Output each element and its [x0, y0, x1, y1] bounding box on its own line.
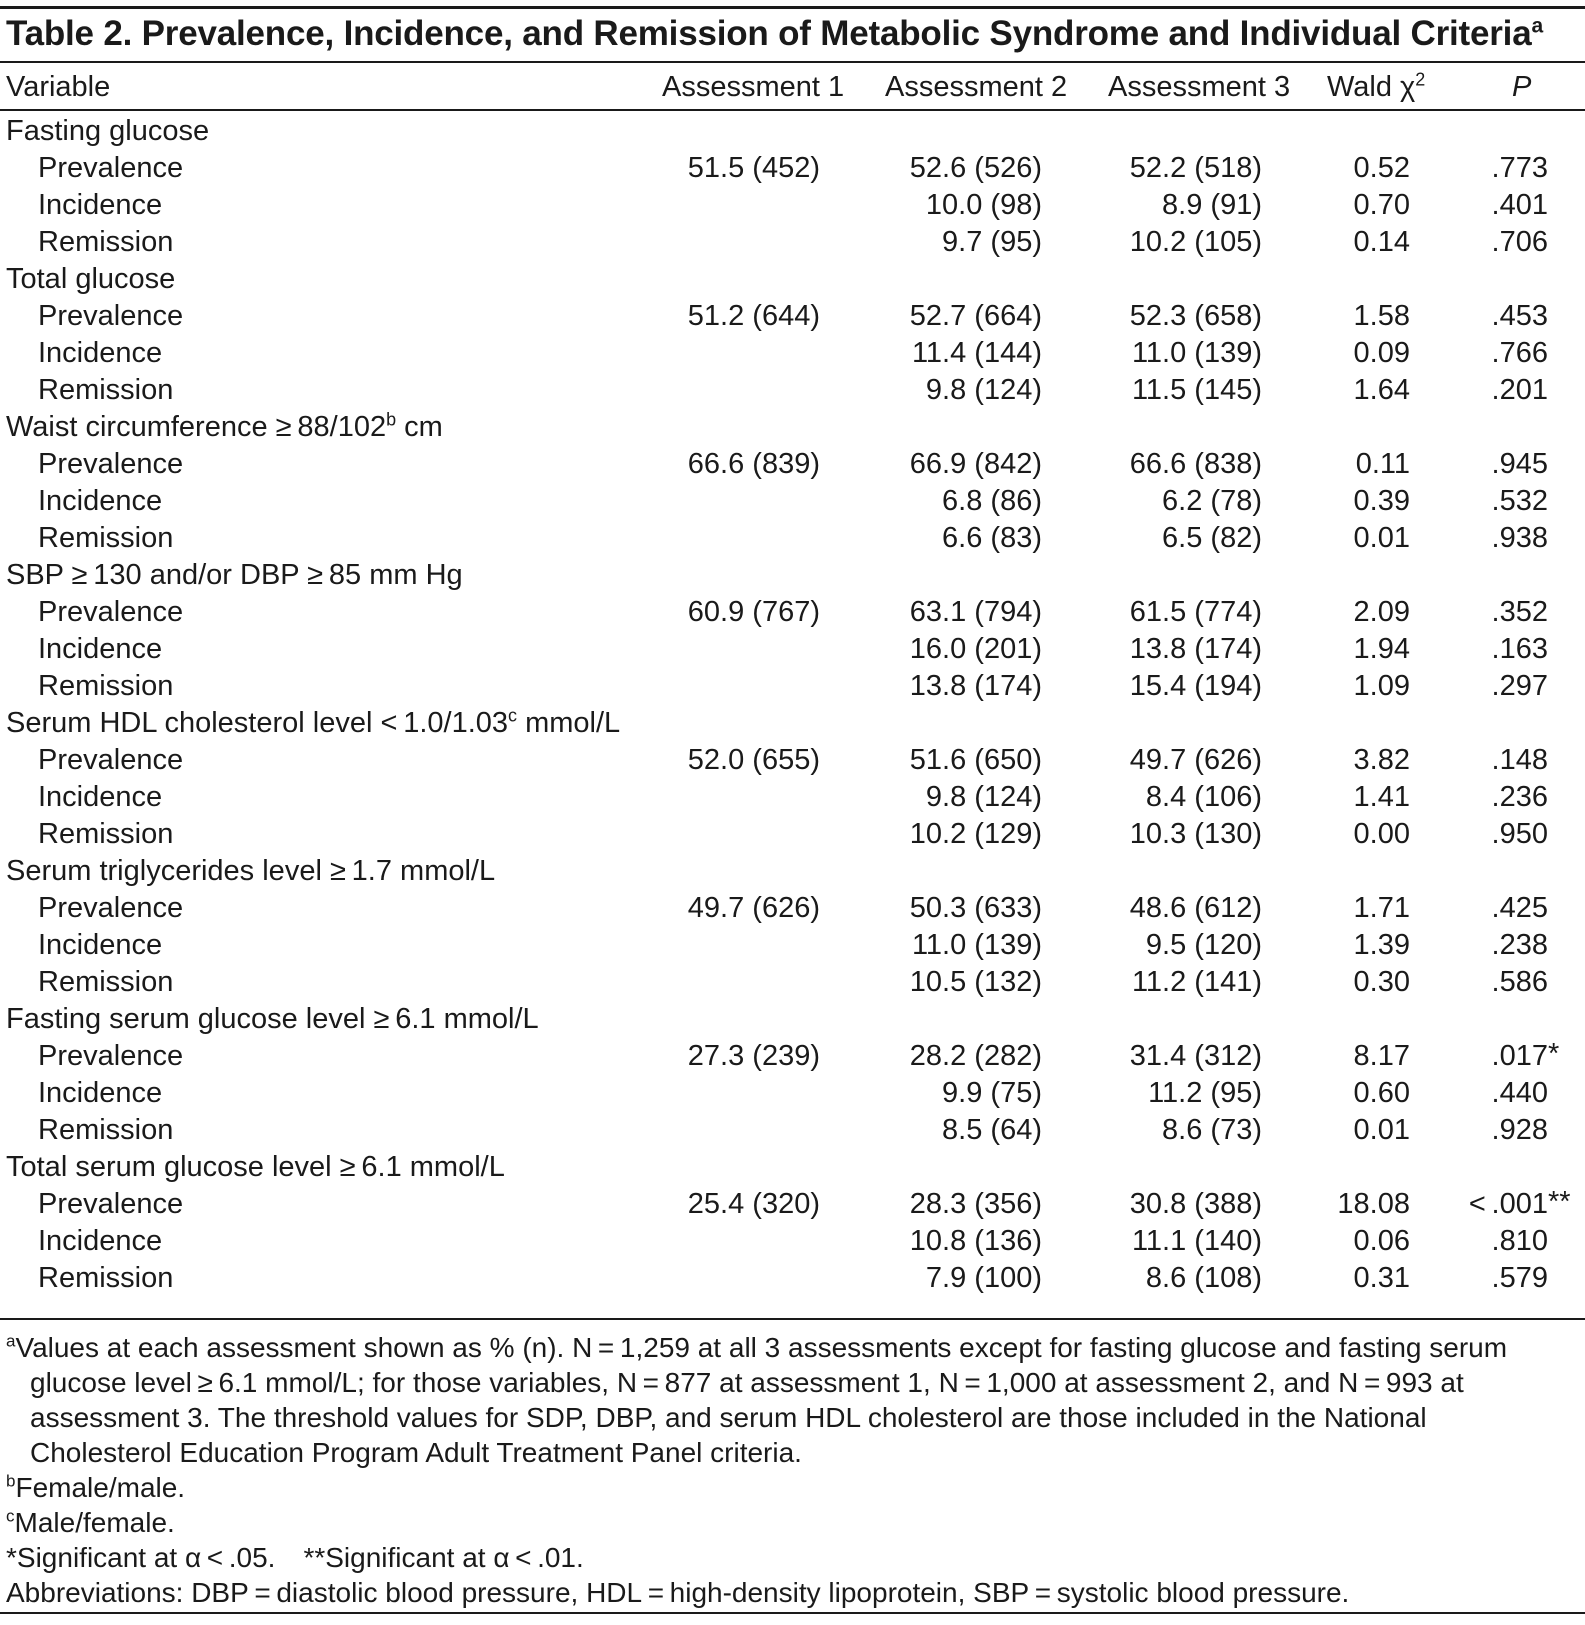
row-label: Prevalence: [38, 448, 184, 480]
bottom-rule: [0, 1318, 1585, 1320]
cell-p: .440: [1491, 1077, 1548, 1109]
p-value-wrap: [1468, 1186, 1571, 1220]
cell-assessment-1: 60.9 (767): [687, 596, 820, 628]
row-label: Incidence: [38, 633, 163, 665]
cell-assessment-3: 10.3 (130): [1129, 818, 1262, 850]
cell-assessment-2: 10.5 (132): [909, 966, 1042, 998]
cell-p: .586: [1491, 966, 1548, 998]
table-row: [0, 1075, 1585, 1112]
cell-wald: 8.17: [1353, 1040, 1410, 1072]
table-row: [0, 520, 1585, 557]
cell-assessment-2: 11.0 (139): [911, 929, 1042, 961]
cell-p: .453: [1491, 300, 1548, 332]
cell-assessment-3: 8.6 (73): [1162, 1114, 1262, 1146]
cell-p: .297: [1491, 670, 1548, 702]
cell-wald: 0.11: [1355, 448, 1410, 480]
footnotes: [6, 1330, 1566, 1610]
row-label: Prevalence: [38, 892, 184, 924]
table-row: [0, 1038, 1585, 1075]
table-row: [0, 742, 1585, 779]
top-rule: [0, 6, 1585, 9]
cell-assessment-2: 28.3 (356): [909, 1188, 1042, 1220]
cell-wald: 0.39: [1353, 485, 1410, 517]
group-label: Total glucose: [6, 263, 176, 295]
cell-wald: 1.39: [1353, 929, 1410, 961]
group-label-row: [0, 1001, 1585, 1038]
cell-p: .425: [1491, 892, 1548, 924]
cell-assessment-2: 9.8 (124): [925, 781, 1042, 813]
group-label: Fasting glucose: [6, 115, 210, 147]
table-row: [0, 668, 1585, 705]
header-assessment-1: Assessment 1: [662, 71, 845, 103]
cell-wald: 1.09: [1353, 670, 1410, 702]
cell-assessment-3: 13.8 (174): [1129, 633, 1262, 665]
row-label: Remission: [38, 818, 174, 850]
table-title: [6, 14, 1543, 54]
cell-assessment-3: 52.3 (658): [1129, 300, 1262, 332]
row-label: Incidence: [38, 929, 163, 961]
row-label: Remission: [38, 374, 174, 406]
cell-wald: 0.14: [1353, 226, 1410, 258]
significance-marker: **: [1548, 1186, 1571, 1218]
cell-wald: 0.01: [1353, 522, 1410, 554]
cell-wald: 0.00: [1353, 818, 1410, 850]
cell-assessment-3: 11.5 (145): [1131, 374, 1262, 406]
cell-assessment-2: 7.9 (100): [925, 1262, 1042, 1294]
cell-assessment-3: 31.4 (312): [1129, 1040, 1262, 1072]
header-assessment-2: Assessment 2: [885, 71, 1068, 103]
group-label: [6, 409, 443, 446]
header-variable: Variable: [6, 71, 111, 103]
cell-wald: 0.60: [1353, 1077, 1410, 1109]
cell-p: .401: [1491, 189, 1548, 221]
cell-p: .532: [1491, 485, 1548, 517]
cell-assessment-3: 15.4 (194): [1129, 670, 1262, 702]
cell-wald: 1.64: [1353, 374, 1410, 406]
row-label: Prevalence: [38, 744, 184, 776]
table-row: [0, 298, 1585, 335]
title-footnote-marker: a: [1531, 14, 1543, 38]
p-value-wrap: [1491, 1038, 1560, 1072]
group-label: Total serum glucose level ≥ 6.1 mmol/L: [6, 1151, 505, 1183]
table-row: [0, 631, 1585, 668]
cell-assessment-1: 66.6 (839): [687, 448, 820, 480]
cell-p: .938: [1491, 522, 1548, 554]
row-label: Remission: [38, 966, 174, 998]
table-row: [0, 1260, 1585, 1297]
cell-assessment-3: 11.0 (139): [1131, 337, 1262, 369]
row-label: Incidence: [38, 1077, 163, 1109]
cell-assessment-2: 10.8 (136): [909, 1225, 1042, 1257]
cell-assessment-3: 6.2 (78): [1162, 485, 1262, 517]
group-label-footnote: c: [508, 705, 518, 726]
group-label-row: [0, 1149, 1585, 1186]
cell-assessment-3: 9.5 (120): [1145, 929, 1262, 961]
cell-wald: 0.70: [1353, 189, 1410, 221]
group-label: Fasting serum glucose level ≥ 6.1 mmol/L: [6, 1003, 539, 1035]
footnote-c: [6, 1505, 1566, 1540]
group-label-row: [0, 705, 1585, 742]
cell-assessment-3: 11.2 (95): [1148, 1077, 1262, 1109]
significance-marker: *: [1548, 1038, 1560, 1070]
cell-wald: 1.41: [1353, 781, 1410, 813]
row-label: Prevalence: [38, 1040, 184, 1072]
cell-wald: 0.52: [1353, 152, 1410, 184]
cell-assessment-2: 9.9 (75): [942, 1077, 1042, 1109]
cell-p: .163: [1491, 633, 1548, 665]
cell-p: .766: [1491, 337, 1548, 369]
row-label: Remission: [38, 1262, 174, 1294]
cell-wald: 0.09: [1353, 337, 1410, 369]
cell-p: .201: [1491, 374, 1548, 406]
table-row: [0, 187, 1585, 224]
cell-assessment-2: 10.0 (98): [925, 189, 1042, 221]
cell-assessment-2: 51.6 (650): [909, 744, 1042, 776]
cell-p: .945: [1491, 448, 1548, 480]
cell-assessment-1: 51.2 (644): [687, 300, 820, 332]
table-row: [0, 224, 1585, 261]
cell-p: [1410, 1038, 1560, 1075]
footnote-a-text: Values at each assessment shown as % (n). N = 1,259 at all 3 assessments except for fasting glucose and fasting serum glucose level ≥ 6.1 mmol/L; for those variables, N = 877 at assessment 1, N = 1,000 at assessment 2, and N = 993 at assessment 3. The threshold values for SDP, DBP, and serum HDL cholesterol are those included in the National Cholesterol Education Program Adult Treatment Panel criteria.: [15, 1332, 1508, 1468]
cell-assessment-3: 49.7 (626): [1129, 744, 1262, 776]
row-label: Remission: [38, 1114, 174, 1146]
row-label: Prevalence: [38, 596, 184, 628]
column-header-row: [0, 69, 1585, 106]
cell-assessment-3: 11.1 (140): [1131, 1225, 1262, 1257]
cell-p: .928: [1491, 1114, 1548, 1146]
group-label-unit: cm: [396, 411, 443, 443]
group-label-row: [0, 557, 1585, 594]
cell-assessment-1: 27.3 (239): [687, 1040, 820, 1072]
footnote-significance: *Significant at α < .05. **Significant at α < .01.: [6, 1542, 584, 1573]
cell-assessment-2: 52.7 (664): [909, 300, 1042, 332]
cell-wald: 0.30: [1353, 966, 1410, 998]
cell-p: .352: [1491, 596, 1548, 628]
cell-assessment-3: 8.6 (108): [1145, 1262, 1262, 1294]
table-row: [0, 150, 1585, 187]
table-title-text: Table 2. Prevalence, Incidence, and Remission of Metabolic Syndrome and Individual Criteria: [6, 14, 1532, 53]
group-label-text: Serum HDL cholesterol level < 1.0/1.03: [6, 707, 509, 739]
group-label-row: [0, 113, 1585, 150]
group-label-footnote: b: [386, 409, 397, 430]
row-label: Incidence: [38, 781, 163, 813]
cell-assessment-2: 13.8 (174): [909, 670, 1042, 702]
cell-assessment-3: 10.2 (105): [1129, 226, 1262, 258]
cell-assessment-2: 66.9 (842): [909, 448, 1042, 480]
cell-assessment-2: 52.6 (526): [909, 152, 1042, 184]
header-rule: [0, 109, 1585, 111]
footnote-b-marker: b: [6, 1471, 16, 1491]
cell-assessment-2: 11.4 (144): [911, 337, 1042, 369]
p-value: < .001: [1468, 1188, 1548, 1220]
header-wald: [1327, 69, 1425, 106]
cell-assessment-1: 25.4 (320): [687, 1188, 820, 1220]
footer-rule: [0, 1612, 1585, 1614]
p-value: .017: [1491, 1040, 1548, 1072]
cell-assessment-3: 8.9 (91): [1162, 189, 1262, 221]
row-label: Prevalence: [38, 300, 184, 332]
row-label: Incidence: [38, 485, 163, 517]
table-row: [0, 964, 1585, 1001]
cell-assessment-3: 52.2 (518): [1129, 152, 1262, 184]
row-label: Incidence: [38, 1225, 163, 1257]
cell-assessment-2: 10.2 (129): [909, 818, 1042, 850]
cell-wald: 1.71: [1353, 892, 1410, 924]
row-label: Remission: [38, 522, 174, 554]
cell-p: .148: [1491, 744, 1548, 776]
cell-wald: 18.08: [1337, 1188, 1410, 1220]
cell-p: .236: [1491, 781, 1548, 813]
group-label-row: [0, 409, 1585, 446]
footnote-c-marker: c: [6, 1506, 15, 1526]
table-row: [0, 1112, 1585, 1149]
footnote-a-marker: a: [6, 1331, 16, 1351]
table-row: [0, 1186, 1585, 1223]
cell-assessment-2: 6.8 (86): [942, 485, 1042, 517]
group-label: Serum triglycerides level ≥ 1.7 mmol/L: [6, 855, 496, 887]
footnote-b-text: Female/male.: [15, 1472, 186, 1503]
row-label: Prevalence: [38, 1188, 184, 1220]
cell-assessment-2: 6.6 (83): [942, 522, 1042, 554]
cell-wald: 1.94: [1353, 633, 1410, 665]
cell-assessment-3: 66.6 (838): [1129, 448, 1262, 480]
cell-assessment-2: 8.5 (64): [942, 1114, 1042, 1146]
footnote-b: [6, 1470, 1566, 1505]
header-wald-text: Wald χ: [1327, 71, 1416, 103]
cell-assessment-2: 9.7 (95): [942, 226, 1042, 258]
table-row: [0, 890, 1585, 927]
group-label: [6, 705, 620, 742]
cell-wald: 0.31: [1353, 1262, 1410, 1294]
table-row: [0, 1223, 1585, 1260]
cell-wald: 3.82: [1353, 744, 1410, 776]
cell-assessment-3: 61.5 (774): [1129, 596, 1262, 628]
group-label-row: [0, 853, 1585, 890]
table-row: [0, 483, 1585, 520]
row-label: Incidence: [38, 189, 163, 221]
cell-assessment-3: 8.4 (106): [1145, 781, 1262, 813]
cell-wald: 1.58: [1353, 300, 1410, 332]
cell-p: [1410, 1186, 1571, 1223]
table-row: [0, 779, 1585, 816]
table-row: [0, 335, 1585, 372]
cell-wald: 0.01: [1353, 1114, 1410, 1146]
cell-p: .810: [1491, 1225, 1548, 1257]
cell-assessment-2: 63.1 (794): [909, 596, 1042, 628]
footnote-abbreviations: Abbreviations: DBP = diastolic blood pressure, HDL = high-density lipoprotein, SBP = systolic blood pressure.: [6, 1577, 1350, 1608]
cell-assessment-1: 52.0 (655): [687, 744, 820, 776]
title-rule: [0, 61, 1585, 63]
row-label: Prevalence: [38, 152, 184, 184]
cell-assessment-3: 30.8 (388): [1129, 1188, 1262, 1220]
footnote-c-text: Male/female.: [14, 1507, 175, 1538]
header-assessment-3: Assessment 3: [1108, 71, 1291, 103]
cell-assessment-1: 49.7 (626): [687, 892, 820, 924]
cell-assessment-2: 28.2 (282): [909, 1040, 1042, 1072]
cell-p: .579: [1491, 1262, 1548, 1294]
footnote-a: [6, 1330, 1566, 1470]
group-label-unit: mmol/L: [517, 707, 621, 739]
cell-assessment-2: 16.0 (201): [909, 633, 1042, 665]
header-p: P: [1512, 71, 1532, 103]
cell-assessment-3: 6.5 (82): [1162, 522, 1262, 554]
cell-wald: 2.09: [1353, 596, 1410, 628]
table-row: [0, 927, 1585, 964]
cell-p: .950: [1491, 818, 1548, 850]
row-label: Incidence: [38, 337, 163, 369]
cell-assessment-2: 9.8 (124): [925, 374, 1042, 406]
group-label: SBP ≥ 130 and/or DBP ≥ 85 mm Hg: [6, 559, 463, 591]
group-label-row: [0, 261, 1585, 298]
cell-assessment-2: 50.3 (633): [909, 892, 1042, 924]
table-row: [0, 816, 1585, 853]
cell-p: .773: [1491, 152, 1548, 184]
cell-p: .706: [1491, 226, 1548, 258]
cell-p: .238: [1491, 929, 1548, 961]
cell-assessment-3: 11.2 (141): [1131, 966, 1262, 998]
row-label: Remission: [38, 226, 174, 258]
cell-assessment-3: 48.6 (612): [1129, 892, 1262, 924]
header-wald-exponent: 2: [1415, 69, 1426, 90]
table-row: [0, 446, 1585, 483]
cell-assessment-1: 51.5 (452): [687, 152, 820, 184]
group-label-text: Waist circumference ≥ 88/102: [6, 411, 387, 443]
cell-wald: 0.06: [1353, 1225, 1410, 1257]
table-row: [0, 594, 1585, 631]
table-row: [0, 372, 1585, 409]
row-label: Remission: [38, 670, 174, 702]
